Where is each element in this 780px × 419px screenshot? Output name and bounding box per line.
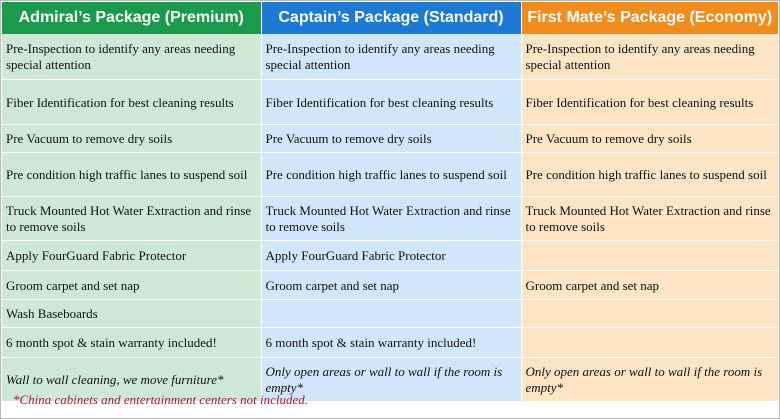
- admiral-cell: Pre condition high traffic lanes to suspend soil: [2, 153, 261, 197]
- table-row: [2, 300, 778, 328]
- captain-cell: Truck Mounted Hot Water Extraction and rinse to remove soils: [261, 197, 521, 241]
- captain-cell: Only open areas or wall to wall if the room is empty*: [261, 358, 521, 402]
- table-row: [2, 80, 778, 125]
- first-mate-cell: Pre condition high traffic lanes to suspend soil: [521, 153, 778, 197]
- admiral-cell: Fiber Identification for best cleaning results: [2, 80, 261, 125]
- table-row: [2, 271, 778, 300]
- admiral-cell: Wash Baseboards: [2, 300, 261, 328]
- first-mate-cell: Truck Mounted Hot Water Extraction and rinse to remove soils: [521, 197, 778, 241]
- first-mate-cell: Pre Vacuum to remove dry soils: [521, 125, 778, 153]
- captain-cell: Fiber Identification for best cleaning results: [261, 80, 521, 125]
- admiral-cell: Wall to wall cleaning, we move furniture*: [2, 358, 261, 402]
- first-mate-cell: [521, 328, 778, 358]
- table-row: [2, 153, 778, 197]
- admiral-package-header: Admiral’s Package (Premium): [2, 2, 261, 34]
- captain-cell: Pre-Inspection to identify any areas needing special attention: [261, 34, 521, 80]
- captain-cell: Pre condition high traffic lanes to suspend soil: [261, 153, 521, 197]
- first-mate-cell: Fiber Identification for best cleaning results: [521, 80, 778, 125]
- captain-cell: Apply FourGuard Fabric Protector: [261, 241, 521, 271]
- footnote: *China cabinets and entertainment centers not included.: [13, 392, 308, 407]
- captain-cell: 6 month spot & stain warranty included!: [261, 328, 521, 358]
- first-mate-cell: Only open areas or wall to wall if the room is empty*: [521, 358, 778, 402]
- first-mate-cell: Pre-Inspection to identify any areas needing special attention: [521, 34, 778, 80]
- first-mate-package-header: First Mate’s Package (Economy): [521, 2, 778, 34]
- first-mate-cell: Groom carpet and set nap: [521, 271, 778, 300]
- table-header-row: [2, 2, 778, 34]
- table-row: [2, 34, 778, 80]
- admiral-cell: Truck Mounted Hot Water Extraction and rinse to remove soils: [2, 197, 261, 241]
- table-row: [2, 328, 778, 358]
- table-row: [2, 241, 778, 271]
- captain-cell: Groom carpet and set nap: [261, 271, 521, 300]
- first-mate-cell: [521, 300, 778, 328]
- admiral-cell: Pre Vacuum to remove dry soils: [2, 125, 261, 153]
- admiral-cell: 6 month spot & stain warranty included!: [2, 328, 261, 358]
- captain-package-header: Captain’s Package (Standard): [261, 2, 521, 34]
- captain-cell: [261, 300, 521, 328]
- package-comparison-table: [2, 2, 778, 402]
- table-row: [2, 125, 778, 153]
- admiral-cell: Groom carpet and set nap: [2, 271, 261, 300]
- admiral-cell: Apply FourGuard Fabric Protector: [2, 241, 261, 271]
- first-mate-cell: [521, 241, 778, 271]
- table-row: [2, 197, 778, 241]
- captain-cell: Pre Vacuum to remove dry soils: [261, 125, 521, 153]
- admiral-cell: Pre-Inspection to identify any areas needing special attention: [2, 34, 261, 80]
